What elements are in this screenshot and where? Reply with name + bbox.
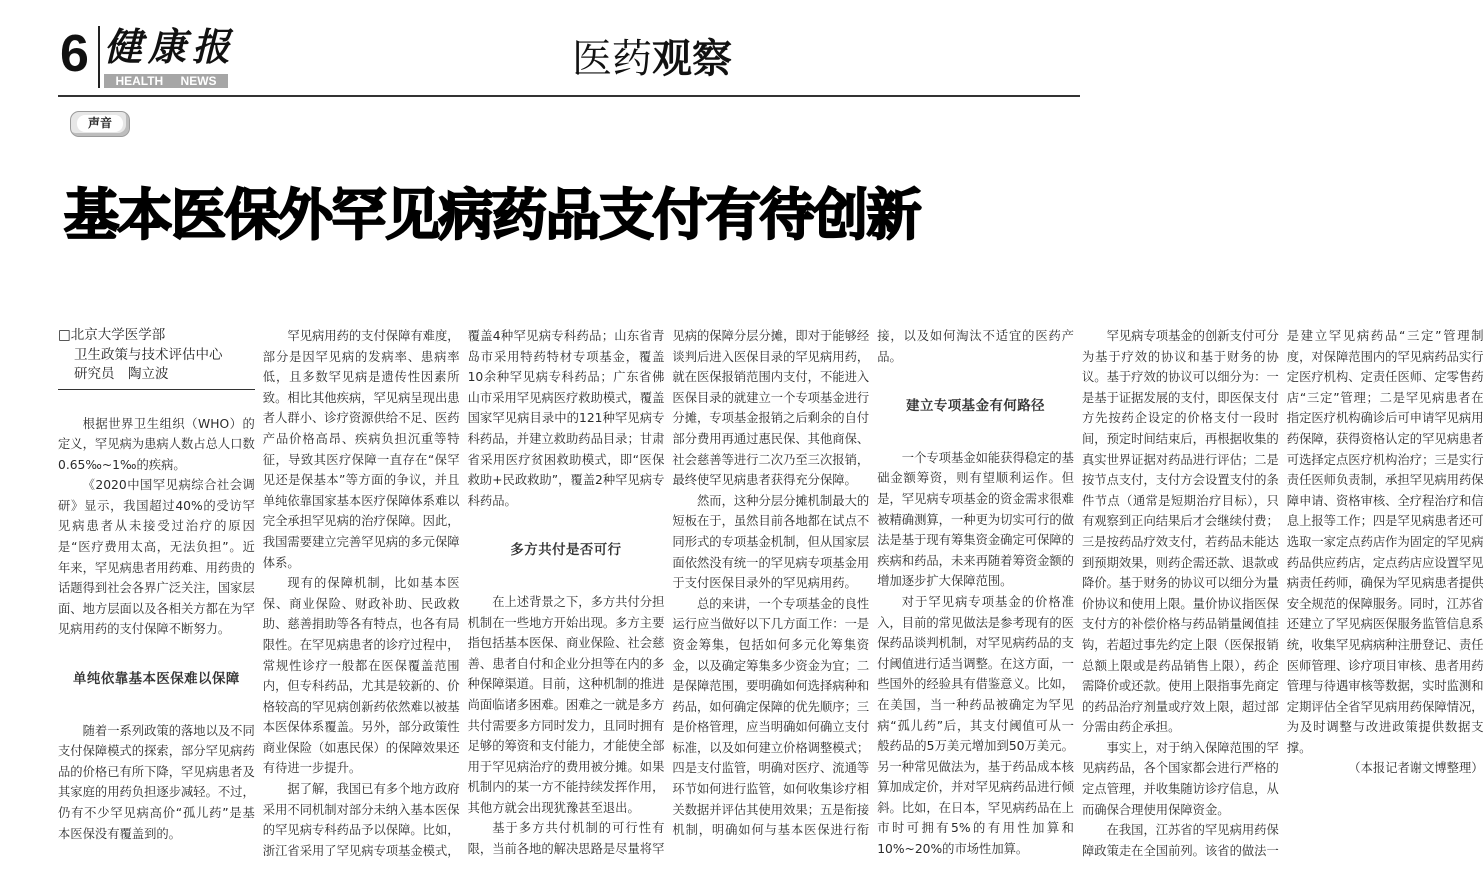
section-title [572,36,732,82]
paragraph: 然而，这种分层分摊机制最大的短板在于，虽然目前各地都在试点不同形式的专项基金机制，但从国家层面依然没有统一的罕见病专项基金用于支付医保目录外的罕见病用药。 [672,493,870,591]
paragraph: 现有的保障机制，比如基本医保、商业保险、财政补助、民政救助、慈善捐助等各有特点，也各有局限性。在罕见病患者的诊疗过程中，常规性诊疗一般都在医保覆盖范围内，但专科药品，尤其是较新的、价格较高的罕见病创新药依然难以被基本医保体系覆盖。另外，部分政策性商业保险（如惠民保）的保障效果还有待进一步提升。 [262,576,460,776]
paragraph: 据了解，我国已有多个地方政府采用不同机制对部分未纳入基本医保的罕见病专科药品予以保障。比如，浙江省采用了罕见病专项基金模式，覆盖4种罕见病专科药品；山东省青岛市采用特药特材专项基金，覆盖10余种罕见病专科药品；广东省佛山市采用罕见病医疗救助模式，覆盖国家罕见病目录中的121种罕见病专科药品，并建立救助药品目录；甘肃省采用医疗贫困救助模式，即“医保救助+民政救助”，覆盖2种罕见病专科药品。 [262,329,665,858]
paragraph: 一个专项基金如能获得稳定的基础金额筹资，则有望顺利运作。但是，罕见病专项基金的资金需求很难被精确测算，一种更为切实可行的做法是基于现有筹集资金确定可保障的疾病和药品，未来再随着筹资金额的增加逐步扩大保障范围。 [877,450,1074,589]
paragraph: 根据世界卫生组织（WHO）的定义，罕见病为患病人数占总人口数0.65‰~1‰的疾病。 [58,416,255,472]
byline [58,326,255,390]
page-number: 6 [60,25,89,83]
byline-author: 研究员 陶立波 [74,366,169,382]
section-title-bold: 观察 [652,36,732,82]
paragraph: 事实上，对于纳入保障范围的罕见病药品，各个国家都会进行严格的定点管理，并收集随访诊疗信息，从而确保合理使用保障资金。 [1081,740,1279,817]
paragraph: 基于多方共付机制的可行性有限，当前各地的解决思路是尽量将罕见病的保障分层分摊，即对于能够经谈判后进入医保目录的罕见病用药，就在医保报销范围内支付，不能进入医保目录的就建立一个专项基金进行分摊，专项基金报销之后剩余的自付部分费用再通过惠民保、其他商保、社会慈善等进行二次乃至三次报销，最终使罕见病患者获得充分保障。 [467,329,870,857]
masthead-divider [98,26,100,88]
masthead-rule [58,95,1080,97]
paragraph: 总的来讲，一个专项基金的良性运行应当做好以下几方面工作：一是资金筹集，包括如何多元化筹集资金，以及确定筹集多少资金为宜；二是保障范围，要明确如何选择病种和药品，如何确定保障的优先顺序；三是价格管理，应当明确如何确立支付标准，以及如何建立价格调整模式；四是支付监管，明确对医疗、流通等环节如何进行监管，如何收集诊疗相关数据并评估其使用效果；五是衔接机制，明确如何与基本医保进行衔接，以及如何淘汰不适宜的医药产品。 [672,329,1074,838]
reporter-credit: （本报记者谢文博整理） [1348,761,1484,776]
column-tag-label: 声音 [77,115,123,132]
section-title-light: 医药 [572,36,652,82]
column-tag [70,111,130,137]
byline-department: 卫生政策与技术评估中心 [74,346,223,363]
article-body [58,326,1484,874]
subheading: 多方共付是否可行 [510,543,622,559]
paragraph: 《2020中国罕见病综合社会调研》显示，我国超过40%的受访罕见病患者从未接受过治疗的原因是“医疗费用太高，无法负担”。近年来，罕见病患者用药难、用药贵的话题得到社会各界广泛关注，国家层面、地方层面以及各相关方都在为罕见病用药的支付保障不断努力。 [58,478,255,637]
paragraph: 在上述背景之下，多方共付分担机制在一些地方开始出现。多方主要指包括基本医保、商业保险、社会慈善、患者自付和企业分担等在内的多种保障渠道。目前，这种机制的推进尚面临诸多困难。困难之一就是多方共付需要多方同时发力，且同时拥有足够的筹资和支付能力，才能使全部用于罕见病治疗的费用被分摊。如果机制内的某一方不能持续发挥作用，其他方就会出现犹豫甚至退出。 [467,594,665,815]
paragraph: 在我国，江苏省的罕见病用药保障政策走在全国前列。该省的做法一是建立罕见病药品“三定”管理制度，对保障范围内的罕见病药品实行定医疗机构、定责任医师、定零售药店“三定”管理；二是罕见病患者在指定医疗机构确诊后可申请罕见病用药保障，获得资格认定的罕见病患者可选择定点医疗机构治疗；三是实行责任医师负责制，承担罕见病用药保障申请、资格审核、全疗程治疗和信息上报等工作；四是罕见病患者还可选取一家定点药店作为固定的罕见病药品供应药店，定点药店应设置罕见病责任药师，确保为罕见病患者提供安全规范的保障服务。同时，江苏省还建立了罕见病医保服务监管信息系统，收集罕见病病种注册登记、责任医师管理、诊疗项目审核、患者用药管理与待遇审核等数据，实时监测和定期评估全省罕见病用药保障情况，为及时调整与改进政策提供数据支撑。 [1081,329,1484,858]
newspaper-logo: 健康报 [104,24,237,69]
newspaper-logo-english: HEALTH NEWS [104,74,228,88]
subheading: 建立专项基金有何路径 [906,399,1046,415]
paragraph: 罕见病用药的支付保障有难度，部分是因罕见病的发病率、患病率低，且多数罕见病是遗传性因素所致。相比其他疾病，罕见病呈现出患者人群小、诊疗资源供给不足、医药产品价格高昂、疾病负担沉重等特征，导致其医疗保障一直存在“保罕见还是保基本”等方面的争议，并且单纯依靠国家基本医疗保障体系难以完全承担罕见病的治疗保障。因此，我国需要建立完善罕见病的多元保障体系。 [262,329,460,570]
byline-org: □北京大学医学部 [58,327,166,343]
headline: 基本医保外罕见病药品支付有待创新 [64,183,921,247]
paragraph: 对于罕见病专项基金的价格准入，目前的常见做法是参考现有的医保药品谈判机制，对罕见病药品的支付阈值进行适当调整。在这方面，一些国外的经验具有借鉴意义。比如，在美国，当一种药品被确定为罕见病“孤儿药”后，其支付阈值可从一般药品的5万美元增加到50万美元。另一种常见做法为，基于药品成本核算加成定价，并对罕见病药品进行倾斜。比如，在日本，罕见病药品在上市时可拥有5%的有用性加算和10%~20%的市场性加算。 [877,594,1074,857]
paragraph: 随着一系列政策的落地以及不同支付保障模式的探索，部分罕见病药品的价格已有所下降，罕见病患者及其家庭的用药负担逐步减轻。不过，仍有不少罕见病高价“孤儿药”是基本医保没有覆盖到的。 [58,723,255,841]
paragraph: 罕见病专项基金的创新支付可分为基于疗效的协议和基于财务的协议。基于疗效的协议可以细分为：一是基于证据发展的支付，即医保支付方先按药企设定的价格支付一段时间，预定时间结束后，再根据收集的真实世界证据对药品进行评估；二是按节点支付，支付方会设置支付的条件节点（通常是短期治疗目标），只有观察到正向结果后才会继续付费；三是按药品疗效支付，若药品未能达到预期效果，则药企需还款、退款或降价。基于财务的协议可以细分为量价协议和使用上限。量价协议指医保支付方的补偿价格与药品销量阈值挂钩，若超过事先约定上限（医保报销总额上限或是药品销售上限），药企需降价或还款。使用上限指事先商定的药品治疗剂量或疗效上限，超过部分需由药企承担。 [1081,329,1279,735]
subheading: 单纯依靠基本医保难以保障 [73,672,240,688]
